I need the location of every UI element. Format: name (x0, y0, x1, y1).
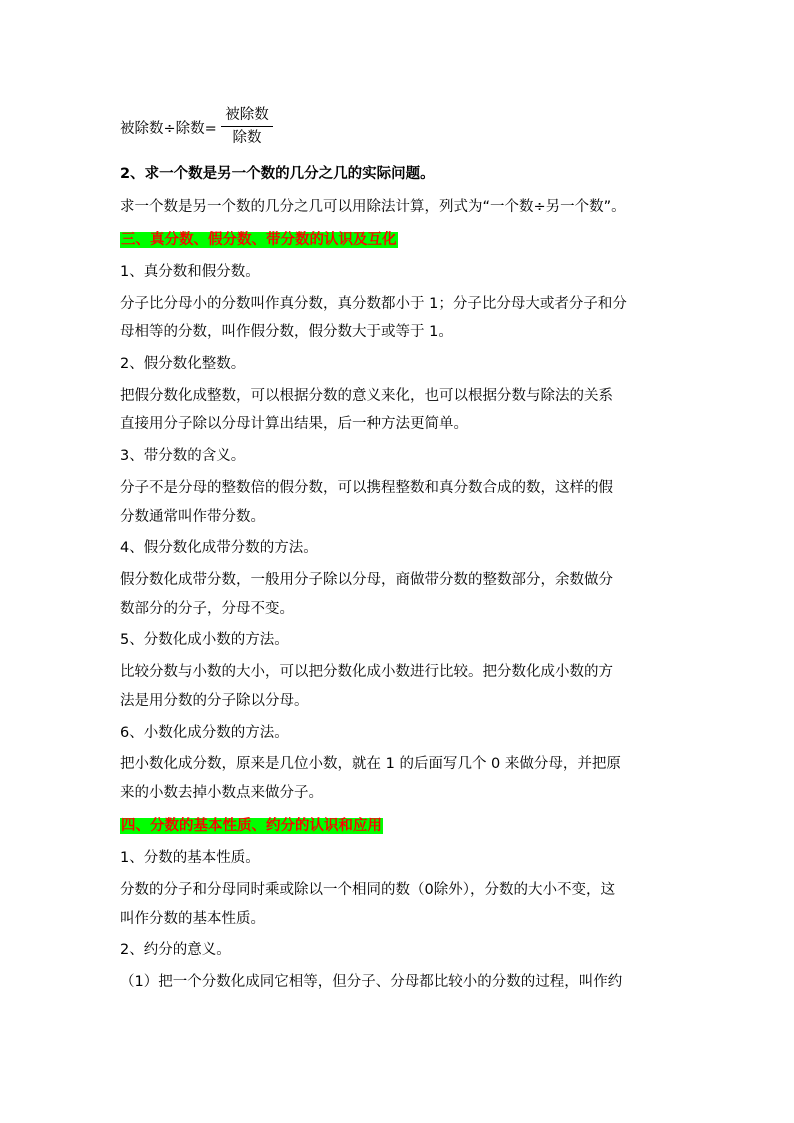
text-line: 2、求一个数是另一个数的几分之几的实际问题。 (120, 166, 435, 182)
text-line: 比较分数与小数的大小，可以把分数化成小数进行比较。把分数化成小数的方 (120, 664, 613, 680)
text-line: 来的小数去掉小数点来做分子。 (120, 785, 323, 801)
section-4-highlight: 四、分数的基本性质、约分的认识和应用 (121, 818, 382, 834)
subheading-5-fraction-to-decimal (120, 630, 700, 650)
subheading-3-mixed-number-meaning (120, 446, 700, 466)
paragraph-line (120, 294, 700, 314)
text-line: 分数的分子和分母同时乘或除以一个相同的数（0除外），分数的大小不变，这 (120, 882, 615, 898)
text-line: 把假分数化成整数，可以根据分数的意义来化，也可以根据分数与除法的关系 (120, 388, 613, 404)
text-line: 分子比分母小的分数叫作真分数，真分数都小于 1；分子比分母大或者分子和分 (120, 296, 627, 312)
paragraph-fraction-of-number-method (120, 197, 700, 217)
text-line: 3、带分数的含义。 (120, 448, 246, 464)
text-line: 母相等的分数，叫作假分数，假分数大于或等于 1。 (120, 324, 453, 340)
paragraph-line (120, 570, 700, 590)
text-line: 1、真分数和假分数。 (120, 264, 260, 280)
text-line: 分数通常叫作带分数。 (120, 509, 265, 525)
paragraph-line (120, 972, 700, 992)
subheading-4-improper-to-mixed (120, 538, 700, 558)
text-line: 叫作分数的基本性质。 (120, 911, 265, 927)
text-line: 2、约分的意义。 (120, 942, 231, 958)
text-line: 假分数化成带分数，一般用分子除以分母，商做带分数的整数部分，余数做分 (120, 572, 613, 588)
paragraph-line (120, 507, 700, 527)
paragraph-line (120, 662, 700, 682)
text-line: 6、小数化成分数的方法。 (120, 725, 289, 741)
text-line: 把小数化成分数，原来是几位小数，就在 1 的后面写几个 0 来做分母，并把原 (120, 756, 621, 772)
paragraph-line (120, 322, 700, 342)
text-line: 数部分的分子，分母不变。 (120, 601, 294, 617)
section-heading-3 (120, 230, 700, 250)
section-heading-4 (120, 816, 700, 836)
fraction-denominator: 除数 (232, 130, 262, 146)
paragraph-line (120, 691, 700, 711)
text-line: （1）把一个分数化成同它相等，但分子、分母都比较小的分数的过程，叫作约 (120, 974, 623, 990)
text-line: 4、假分数化成带分数的方法。 (120, 540, 318, 556)
subheading-2-improper-to-integer (120, 354, 700, 374)
section-3-highlight: 三、真分数、假分数、带分数的认识及互化 (121, 232, 397, 248)
subheading-1-proper-improper (120, 262, 700, 282)
text-line: 法是用分数的分子除以分母。 (120, 693, 309, 709)
text-line: 5、分数化成小数的方法。 (120, 632, 289, 648)
fraction (221, 104, 273, 149)
paragraph-line (120, 386, 700, 406)
fraction-numerator: 被除数 (225, 107, 269, 123)
paragraph-line (120, 880, 700, 900)
subheading-1-basic-property (120, 848, 700, 868)
paragraph-line (120, 414, 700, 434)
subheading-2-reduction-meaning (120, 940, 700, 960)
subheading-6-decimal-to-fraction (120, 723, 700, 743)
paragraph-line (120, 599, 700, 619)
paragraph-line (120, 478, 700, 498)
subheading-2-fraction-of-number (120, 164, 700, 184)
text-line: 1、分数的基本性质。 (120, 850, 260, 866)
text-line: 2、假分数化整数。 (120, 356, 246, 372)
paragraph-line (120, 909, 700, 929)
text-line: 分子不是分母的整数倍的假分数，可以携程整数和真分数合成的数，这样的假 (120, 480, 613, 496)
formula-lhs: 被除数÷除数= (120, 121, 217, 137)
paragraph-line (120, 783, 700, 803)
text-line: 求一个数是另一个数的几分之几可以用除法计算，列式为“一个数÷另一个数”。 (120, 199, 626, 215)
paragraph-line (120, 754, 700, 774)
text-line: 直接用分子除以分母计算出结果，后一种方法更简单。 (120, 416, 468, 432)
